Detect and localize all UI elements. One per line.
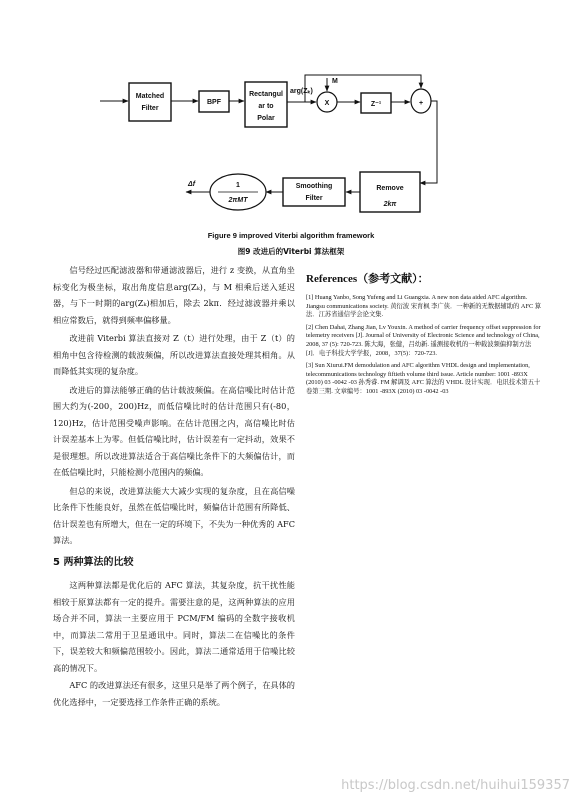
- delta-f-label: Δf: [188, 181, 196, 188]
- gain-denominator: 2πMT: [228, 197, 248, 204]
- gain-numerator: 1: [236, 182, 240, 189]
- references-column: [306, 270, 544, 401]
- section-title: 5 两种算法的比较: [53, 556, 134, 568]
- reference-item: [3] Sun Xiurui.FM demodulation and AFC algorithm VHDL design and implementation, telecommunications technology fiftieth volume third issue. Article number: 1001 -893X (2010) 03 -0042 -03 孙秀睿. FM 解调及 AFC 算法的 VHDL 设计实现．电讯技术第五十卷第三期. 文章编号：1001 -893X (2010) 03 -0042 -03: [306, 362, 541, 395]
- paragraph-2: 改进前 Viterbi 算法直接对 Z（t）进行处理，由于 Z（t）的相角中包含待检测的载波频偏，所以改进算法直接处理其相角。从而降低其实现的复杂度。: [53, 333, 295, 376]
- times-symbol: X: [324, 100, 330, 107]
- bpf-label: BPF: [207, 99, 221, 106]
- paragraph-5: 这两种算法都是优化后的 AFC 算法，其复杂度，抗干扰性能相较于原算法都有一定的提升。需要注意的是，这两种算法的应用场合并不同，算法一主要应用于 PCM/FM 编码的全数字接收机中，而算法二常用于卫星通讯中。同时，算法二在信噪比的条件下，误差较大和频偏范围较小。因此，算法二通常适用于信噪比较高的情况下。: [53, 580, 295, 673]
- rect-polar-label-1: Rectangul: [249, 91, 283, 98]
- matched-filter-label-2: Filter: [141, 105, 159, 112]
- matched-filter-label-1: Matched: [135, 93, 165, 100]
- matched-filter-block: [129, 83, 171, 121]
- remove-label: Remove: [376, 185, 404, 192]
- m-label: M: [332, 78, 338, 85]
- references-title: References（参考文献）：: [306, 273, 429, 285]
- smoothing-label-1: Smoothing: [295, 183, 333, 190]
- algorithm-block-diagram: [0, 0, 582, 232]
- left-column: [53, 262, 295, 711]
- paragraph-1: 信号经过匹配滤波器和带通滤波器后，进行 z 变换，从直角坐标变化为极坐标，取出角度信息arg(Zₖ)，与 M 相乘后送入延迟器，与下一时期的arg(Zₖ)相加后，除去 2kπ．经过滤波器并乘以相应常数后，就得到频率偏移量。: [53, 265, 295, 325]
- paragraph-4: 但总的来说，改进算法能大大减少实现的复杂度，且在高信噪比条件下性能良好，虽然在低信噪比时，频偏估计范围有所降低、估计误差也有所增大，但在一定的环境下，不失为一种优秀的 AFC 算法。: [53, 485, 295, 545]
- two-k-pi-label: 2kπ: [383, 201, 397, 208]
- paragraph-6: AFC 的改进算法还有很多，这里只是举了两个例子，在具体的优化选择中，一定要选择工作条件正确的系统。: [53, 680, 295, 707]
- reference-item: [1] Huang Yanbo, Song Yufeng and Li Guangxia. A new non data aided AFC algorithm. Jiangsu communications society. 黄衍波 宋育枫 李广侠．一种新的无数据辅助的 AFC 算法．江苏省通信学会论文集.: [306, 294, 542, 319]
- smoothing-label-2: Filter: [305, 195, 323, 202]
- paragraph-3: 改进后的算法能够正确的估计载波频偏。在高信噪比时估计范围大约为(-200，200)Hz，而低信噪比时的估计范围只有(-80，120)Hz，估计范围受噪声影响。在估计范围之内，高信噪比时估计误差基本上为零。但低信噪比时，估计误差有一定抖动，效果不是很理想。所以改进算法适合于高信噪比条件下的大频偏估计，而在低信噪比时，只能检测小范围内的频偏。: [53, 384, 295, 477]
- rect-polar-label-3: Polar: [257, 115, 275, 122]
- delay-label: Z⁻¹: [370, 101, 382, 108]
- watermark-url: https://blog.csdn.net/huihui159357: [341, 778, 570, 793]
- figure-caption-zh: 图9 改进后的Viterbi 算法框架: [237, 247, 345, 256]
- arg-label: arg(Zₖ): [290, 88, 313, 95]
- figure-caption-en: Figure 9 improved Viterbi algorithm framework: [207, 231, 375, 240]
- rect-polar-label-2: ar to: [258, 103, 274, 110]
- plus-symbol: +: [418, 100, 424, 107]
- reference-item: [2] Chen Dahai, Zhang Jian, Lv Youxin. A method of carrier frequency offset suppression for telemetry receivers [J]. Journal of University of Electronic Science and technology of China, 2008, 37 (5): 720-723. 陈大海，张健，吕幼新. 遥测接收机的一种载波频偏抑制方法[J]．电子科技大学学报，2008，37(5)：720-723.: [306, 323, 541, 357]
